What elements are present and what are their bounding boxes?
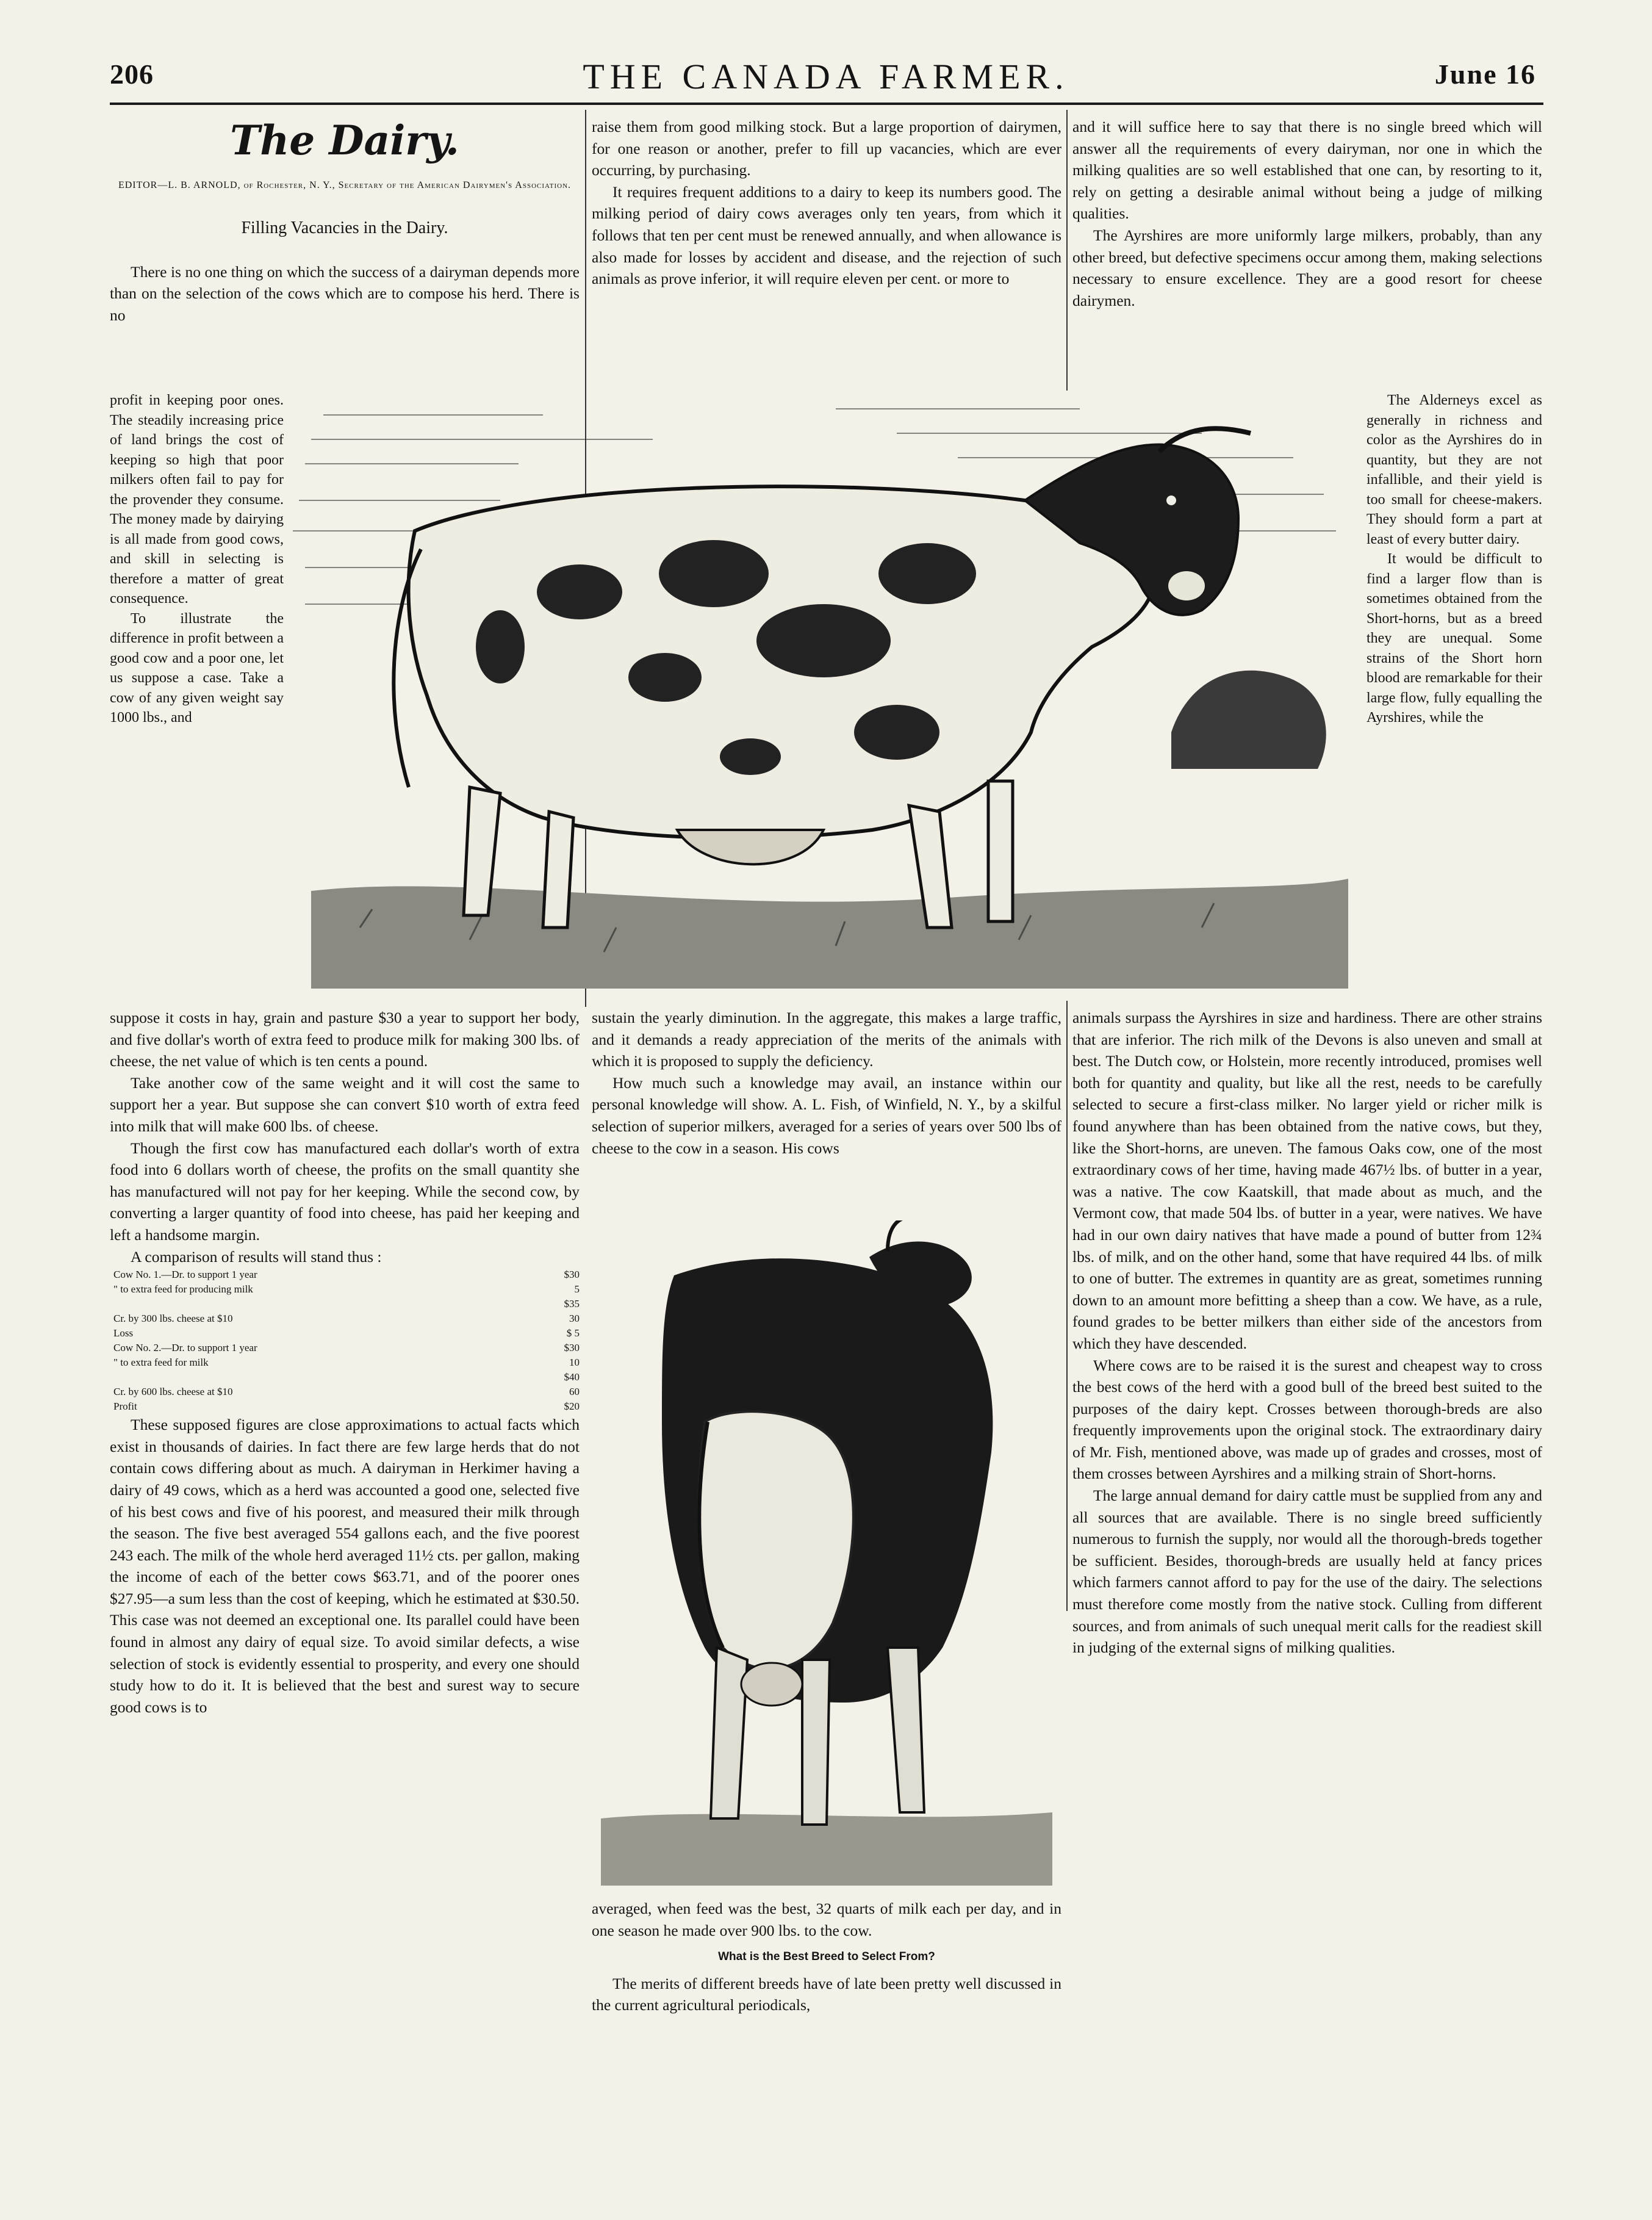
table-label: Loss [113,1327,134,1339]
paragraph: A comparison of results will stand thus : [131,1247,382,1266]
table-label: " to extra feed for milk [113,1357,209,1369]
paragraph: Take another cow of the same weight and it will cost the same to support her a year. But suppose she can convert $10 worth of extra feed into milk that will make 600 lbs. of cheese. [110,1073,580,1135]
table-row [110,1399,580,1414]
column-2-bottom [592,1898,1061,2016]
table-value: $ 5 [566,1327,580,1339]
table-value: 60 [569,1386,580,1398]
paragraph: The Ayrshires are more uniformly large milkers, probably, than any other breed, but defective specimens occur among them, making selections necessary to ensure excellence. They are a good resort for cheese dairymen. [1072,226,1542,309]
table-label [110,1297,549,1311]
cow-udder [741,1663,802,1706]
table-row [110,1385,580,1399]
table-value: $35 [564,1298,580,1310]
cow-eye [1166,496,1176,505]
paragraph: How much such a knowledge may avail, an instance within our personal knowledge will show. A. L. Fish, of Winfield, N. Y., by a skilful selection of superior milkers, averaged for a series of years over 500 lbs of cheese to the cow in a season. His cows [592,1073,1061,1157]
table-row [110,1297,580,1311]
account-table [110,1267,580,1414]
table-value: 30 [569,1313,580,1325]
table-label: Cr. by 600 lbs. cheese at $10 [113,1386,233,1398]
paragraph: There is no one thing on which the success of a dairyman depends more than on the selection of the cows which are to compose his herd. There is no [110,262,580,324]
editor-line: EDITOR—L. B. ARNOLD, of Rochester, N. Y., Secretary of the American Dairymen's Association. [118,180,572,190]
paragraph: The large annual demand for dairy cattle must be supplied from any and all sources that are available. There is no single breed sufficiently numerous to furnish the supply, nor would all the thorough-breds together be sufficient. Besides, thorough-breds are usually held at fancy prices which farmers cannot afford to pay for the use of the dairy. The selections must therefore come mostly from the native stock. Culling from different sources, and from animals of such unequal merit calls for the readiest skill in judging of the external signs of milking qualities. [1072,1487,1542,1657]
column-2-middle [592,1007,1061,1159]
table-label [110,1370,549,1385]
header-rule [110,103,1543,105]
table-value: $30 [564,1342,580,1354]
paragraph: Though the first cow has manufactured each dollar's worth of extra food into 6 dollars worth of cheese, the profits on the small quantity she has manufactured will not pay for her keeping. While the second cow, by converting a larger quantity of food into cheese, has paid her keeping and left a handsome margin. [110,1139,580,1244]
paragraph: suppose it costs in hay, grain and pasture $30 a year to support her body, and five dollar's worth of extra feed to produce milk for making 300 lbs. of cheese, the net value of which is ten cents a pound. [110,1009,580,1070]
column-3-bottom [1072,1007,1542,1659]
table-label: Cow No. 2.—Dr. to support 1 year [113,1342,257,1354]
table-label: Cow No. 1.—Dr. to support 1 year [113,1269,257,1281]
paragraph: animals surpass the Ayrshires in size and hardiness. There are other strains that are inferior. The rich milk of the Devons is also uneven and small at best. The Dutch cow, or Holstein, more recently introduced, promises well both for quantity and quality, but like all the rest, needs to be carefully selected to secure a first-class milker. No larger yield or richer milk is found anywhere than has been obtained from the native cows, but they, like the Short-horns, are uneven. The famous Oaks cow, one of the most extraordinary cows of her time, having made 467½ lbs. of butter in a year, was a native. The cow Kaatskill, that made about as much, and the Vermont cow, that made 504 lbs. of butter in a year, were natives. We have had in our own dairy natives that have made a pound of butter from 12¾ lbs. of milk, and on the other hand, some that have required 44 lbs. of milk to one of butter. The extremes in quantity are as great, sometimes running down to an amount more befitting a sheep than a cow. We have, as a rule, found grades to be better milkers than either side of the ancestors from which they have descended. [1072,1009,1542,1352]
table-row [110,1370,580,1385]
cow-illustration [287,391,1357,989]
table-label: " to extra feed for producing milk [113,1283,253,1296]
table-label: Profit [113,1400,137,1413]
table-row [110,1282,580,1297]
masthead-title: THE CANADA FARMER. [583,57,1069,96]
column-2-top [592,116,1061,290]
cow-rear-legs [711,1648,924,1825]
column-rule [1066,110,1068,391]
paragraph: It would be difficult to find a larger flow than is sometimes obtained from the Short-horns, but as a breed they are unequal. Some strains of the Short horn blood are remarkable for their large flow, fully equalling the Ayrshires, while the [1366,551,1542,726]
paragraph: The merits of different breeds have of late been pretty well discussed in the current agricultural periodicals, [592,1974,1061,2014]
table-row [110,1355,580,1370]
issue-date: June 16 [1434,59,1536,90]
column-3-wrap [1366,391,1542,728]
section-subhead: What is the Best Breed to Select From? [718,1950,935,1964]
tree-cluster [1171,671,1326,769]
column-1-top [110,116,580,326]
paragraph: It requires frequent additions to a dairy to keep its numbers good. The milking period of dairy cows averages only ten years, from which it follows that ten per cent must be renewed annually, and when allowance is also made for losses by accident and disease, and the rejection of such animals as prove inferior, it will require eleven per cent. or more to [592,182,1061,288]
table-label: Cr. by 300 lbs. cheese at $10 [113,1313,233,1325]
paragraph: profit in keeping poor ones. The steadily increasing price of land brings the cost of keeping so high that poor milkers often fail to pay for the provender they consume. The money made by dairying is all made from good cows, and skill in selecting is therefore a matter of great consequence. [110,392,284,607]
paragraph: raise them from good milking stock. But a large proportion of dairymen, for one reason or another, prefer to fill up vacancies, which are ever occurring, by purchasing. [592,118,1061,179]
page-number: 206 [110,59,154,90]
paragraph: To illustrate the difference in profit between a good cow and a poor one, let us suppose a case. Take a cow of any given weight say 1000 lbs., and [110,610,284,726]
paragraph: The Alderneys excel as generally in richness and color as the Ayrshires do in quantity, but they are not infallible, and their yield is too small for cheese-makers. They should form a part at least of every butter dairy. [1366,392,1542,547]
table-row [110,1311,580,1326]
table-value: $30 [564,1269,580,1281]
paragraph: Where cows are to be raised it is the surest and cheapest way to cross the best cows of the herd with a good bull of the breed best suited to the purposes of the dairy kept. Crosses between thorough-breds are also frequently improvements upon the original stock. The extraordinary dairy of Mr. Fish, mentioned above, was made up of grades and crosses, most of them crosses between Ayrshires and a milking strain of Short-horns. [1072,1356,1542,1483]
table-row [110,1341,580,1355]
paragraph: and it will suffice here to say that there is no single breed which will answer all the requirements of every dairyman, nor one in which the milking qualities are so well established that one can, by resorting to it, rely on getting a desirable animal without being a judge of milking qualities. [1072,118,1542,223]
table-value: $20 [564,1400,580,1413]
table-row [110,1267,580,1282]
column-1-bottom [110,1007,580,1718]
section-title: The Dairy. [230,117,459,164]
paragraph: These supposed figures are close approximations to actual facts which exist in thousands of dairies. In fact there are few large herds that do not contain cows differing about as much. A dairyman in Herkimer having a dairy of 49 cows, which as a herd was accounted a good one, selected five of his best cows and five of his poorest, and measured their milk through the season. The five best averaged 554 gallons each, and the five poorest 243 each. The milk of the whole herd averaged 11½ cts. per gallon, making the income of each of the better cows $63.71, and of the poorer ones $27.95—a sum less than the cost of keeping, which he estimated at $30.50. This case was not deemed an exceptional one. Its parallel could have been found in almost any dairy of equal size. To avoid similar defects, a wise selection of stock is evidently essential to prosperity, and every one should study how to do it. It is believed that the best and surest way to secure good cows is to [110,1416,580,1716]
article-title: Filling Vacancies in the Dairy. [241,218,448,237]
table-value: 5 [574,1283,580,1296]
paragraph: sustain the yearly diminution. In the aggregate, this makes a large traffic, and it demands a ready appreciation of the merits of the animals with which it is proposed to supply the deficiency. [592,1009,1061,1070]
cow-rear-illustration [601,1220,1052,1886]
table-value: $40 [564,1371,580,1383]
column-1-wrap [110,391,284,728]
cow-muzzle [1168,571,1205,600]
paragraph: averaged, when feed was the best, 32 quarts of milk each per day, and in one season he made over 900 lbs. to the cow. [592,1900,1061,1939]
table-value: 10 [569,1357,580,1369]
column-3-top [1072,116,1542,311]
cow-rear-hip [699,1411,853,1669]
column-rule [1066,1001,1068,1611]
table-row [110,1326,580,1341]
cow-udder [677,830,824,864]
